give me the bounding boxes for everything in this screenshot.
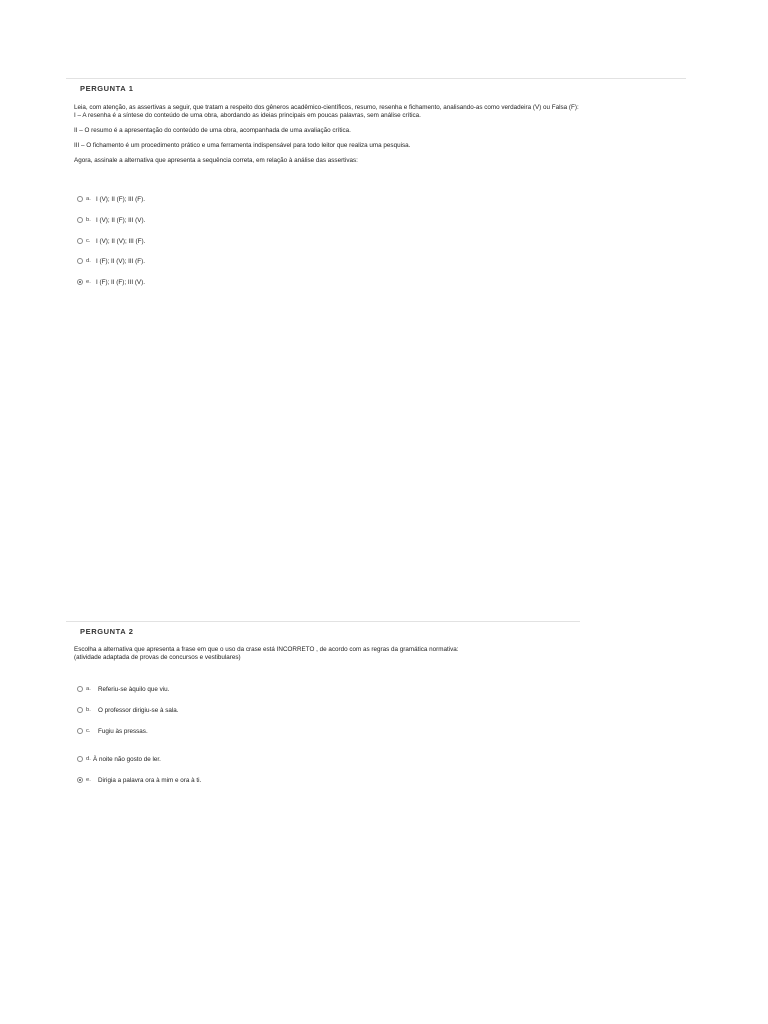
option-text: Dirigia a palavra ora à mim e ora à ti. [98,776,202,784]
question-text-line: Escolha a alternativa que apresenta a frase em que o uso da crase está INCORRETO , de acordo com as regras da gramática normativa: [74,646,459,653]
question-1 [66,78,686,165]
option-letter: e. [86,777,91,783]
option-letter: b. [86,217,91,223]
question-body [74,104,686,165]
option-text: I (V); II (F); III (F). [96,195,145,203]
option-text: I (F); II (V); III (F). [96,257,145,265]
option-text: I (V); II (F); III (V). [96,216,146,224]
option-letter: d. [86,756,91,762]
option-b[interactable] [77,705,179,715]
option-text: Referiu-se àquilo que viu. [98,685,170,693]
radio-button-icon[interactable] [77,707,83,713]
radio-button-icon[interactable] [77,217,83,223]
option-letter: a. [86,196,91,202]
option-text: Fugiu às pressas. [98,727,148,735]
option-letter: e. [86,279,91,285]
question-text-line: III – O fichamento é um procedimento prático e uma ferramenta indispensável para todo leitor que realiza uma pesquisa. [74,142,411,149]
option-d[interactable] [77,256,145,266]
question-text-line: II – O resumo é a apresentação do conteúdo de uma obra, acompanhada de uma avaliação crítica. [74,127,351,134]
option-letter: c. [86,728,91,734]
option-e[interactable] [77,775,201,785]
option-text: O professor dirigiu-se à sala. [98,706,179,714]
option-letter: d. [86,258,91,264]
radio-button-selected-icon[interactable] [77,279,83,285]
option-text: I (F); II (F); III (V). [96,278,145,286]
radio-button-icon[interactable] [77,756,83,762]
question-title: PERGUNTA 1 [80,84,134,93]
option-c[interactable] [77,236,145,246]
option-b[interactable] [77,215,145,225]
option-c[interactable] [77,726,148,736]
question-body [74,646,580,662]
question-title: PERGUNTA 2 [80,627,134,636]
radio-button-icon[interactable] [77,238,83,244]
radio-button-selected-icon[interactable] [77,777,83,783]
option-letter: b. [86,707,91,713]
question-text-line: Leia, com atenção, as assertivas a seguir, que tratam a respeito dos gêneros acadêmico-científicos, resumo, resenha e fichamento, analisando-as como verdadeira (V) ou Falsa (F): [74,104,579,111]
option-e[interactable] [77,277,145,287]
radio-button-icon[interactable] [77,196,83,202]
radio-button-icon[interactable] [77,728,83,734]
option-text: À noite não gosto de ler. [93,755,161,763]
option-d[interactable] [77,754,161,764]
question-divider [66,78,686,79]
question-2 [66,621,580,662]
option-letter: a. [86,686,91,692]
question-divider [66,621,580,622]
question-text-line: Agora, assinale a alternativa que apresenta a sequência correta, em relação à análise das assertivas: [74,157,358,164]
option-a[interactable] [77,194,145,204]
radio-button-icon[interactable] [77,258,83,264]
option-letter: c. [86,238,91,244]
question-text-line: I – A resenha é a síntese do conteúdo de uma obra, abordando as ideias principais em poucas palavras, sem análise crítica. [74,112,421,119]
question-text-line: (atividade adaptada de provas de concursos e vestibulares) [74,654,241,661]
option-text: I (V); II (V); III (F). [96,237,146,245]
option-a[interactable] [77,684,169,694]
radio-button-icon[interactable] [77,686,83,692]
